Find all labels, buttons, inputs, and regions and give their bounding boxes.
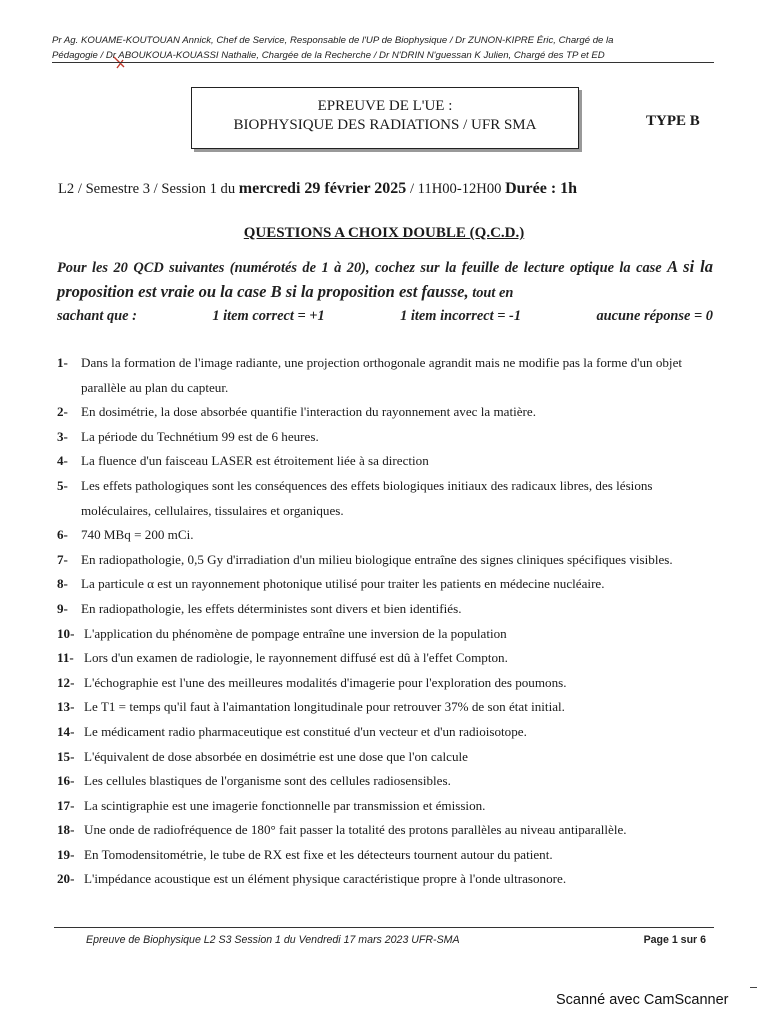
- question-item: [57, 572, 717, 597]
- question-text: La particule α est un rayonnement photonique utilisé pour traiter les patients en médecine nucléaire.: [81, 576, 605, 592]
- question-text: La fluence d'un faisceau LASER est étroitement liée à sa direction: [81, 453, 429, 469]
- question-item: [57, 671, 717, 696]
- question-item: [57, 597, 717, 622]
- instructions-part-2: A si la proposition est vraie ou la case B si la proposition est fausse,: [57, 257, 714, 301]
- question-item: [57, 818, 717, 843]
- watermark-mark: [750, 987, 757, 988]
- question-item: [57, 867, 717, 892]
- question-item: [57, 695, 717, 720]
- pen-mark-icon: [112, 55, 126, 71]
- session-duration: Durée : 1h: [505, 180, 578, 197]
- question-number: 2-: [57, 404, 68, 420]
- question-text: 740 MBq = 200 mCi.: [81, 527, 194, 543]
- question-text: Dans la formation de l'image radiante, une projection orthogonale agrandit mais ne modifie pas la forme d'un objet parallèle au plan du capteur.: [81, 355, 683, 395]
- staff-line-1: Pr Ag. KOUAME-KOUTOUAN Annick, Chef de Service, Responsable de l'UP de Biophysique / Dr ZUNON-KIPRE Éric, Chargé de la: [52, 35, 614, 46]
- question-text: La période du Technétium 99 est de 6 heures.: [81, 428, 319, 444]
- question-text: Le médicament radio pharmaceutique est constitué d'un vecteur et d'un radioisotope.: [84, 723, 527, 739]
- question-item: [57, 548, 717, 573]
- question-text: Une onde de radiofréquence de 180° fait passer la totalité des protons parallèles au niveau antiparallèle.: [84, 822, 627, 838]
- instructions-text: [57, 255, 713, 305]
- question-number: 9-: [57, 600, 68, 616]
- question-number: 13-: [57, 699, 75, 715]
- question-text: En radiopathologie, 0,5 Gy d'irradiation d'un milieu biologique entraîne des signes cliniques spécifiques visibles.: [81, 551, 673, 567]
- question-text: L'échographie est l'une des meilleures modalités d'imagerie pour l'exploration des poumons.: [84, 674, 567, 690]
- question-list: [57, 351, 717, 892]
- question-number: 3-: [57, 428, 68, 444]
- question-number: 20-: [57, 871, 75, 887]
- footer-divider: [54, 927, 714, 928]
- question-number: 14-: [57, 723, 75, 739]
- question-text: L'impédance acoustique est un élément physique caractéristique propre à l'onde ultrasonore.: [84, 871, 567, 887]
- question-item: [57, 425, 717, 450]
- question-number: 8-: [57, 576, 68, 592]
- scoring-incorrect: 1 item incorrect = -1: [400, 308, 522, 324]
- question-number: 11-: [57, 650, 74, 666]
- question-number: 10-: [57, 625, 75, 641]
- scoring-correct: 1 item correct = +1: [212, 308, 325, 324]
- question-text: Lors d'un examen de radiologie, le rayonnement diffusé est dû à l'effet Compton.: [84, 650, 508, 666]
- instructions-part-1: Pour les 20 QCD suivantes (numérotés de 1 à 20), cochez sur la feuille de lecture optique la case: [57, 260, 668, 276]
- question-item: [57, 449, 717, 474]
- page-footer: [86, 934, 706, 946]
- session-info: [58, 180, 577, 198]
- question-number: 16-: [57, 773, 75, 789]
- exam-title-box: [191, 87, 579, 149]
- question-item: [57, 474, 717, 523]
- question-text: En Tomodensitométrie, le tube de RX est fixe et les détecteurs tournent autour du patient.: [84, 846, 553, 862]
- question-text: En radiopathologie, les effets déterministes sont divers et bien identifiés.: [81, 600, 462, 616]
- header-divider: [52, 62, 714, 63]
- question-item: [57, 646, 717, 671]
- question-item: [57, 523, 717, 548]
- question-item: [57, 400, 717, 425]
- question-item: [57, 769, 717, 794]
- question-number: 7-: [57, 551, 68, 567]
- question-number: 4-: [57, 453, 68, 469]
- instructions: [57, 255, 713, 328]
- question-number: 19-: [57, 846, 75, 862]
- instructions-part-3: tout en: [468, 285, 514, 301]
- question-number: 6-: [57, 527, 68, 543]
- question-item: [57, 351, 717, 400]
- question-text: La scintigraphie est une imagerie fonctionnelle par transmission et émission.: [84, 797, 486, 813]
- session-time: / 11H00-12H00: [406, 181, 506, 197]
- question-text: Les effets pathologiques sont les conséquences des effets biologiques initiaux des radicaux libres, des lésions moléculaires, cellulaires, tissulaires et organiques.: [81, 477, 653, 518]
- exam-type-label: TYPE B: [646, 113, 700, 129]
- scoring-none: aucune réponse = 0: [596, 308, 713, 324]
- question-item: [57, 622, 717, 647]
- question-item: [57, 843, 717, 868]
- section-title: QUESTIONS A CHOIX DOUBLE (Q.C.D.): [243, 225, 525, 241]
- question-number: 1-: [57, 355, 68, 370]
- session-date: mercredi 29 février 2025: [238, 180, 407, 197]
- question-text: Les cellules blastiques de l'organisme sont des cellules radiosensibles.: [84, 773, 451, 789]
- staff-line-2: Pédagogie / Dr ABOUKOUA-KOUASSI Nathalie, Chargée de la Recherche / Dr N'DRIN N'guessan K Julien, Chargé des TP et ED: [52, 50, 605, 61]
- question-number: 18-: [57, 822, 75, 838]
- footer-text: Epreuve de Biophysique L2 S3 Session 1 du Vendredi 17 mars 2023 UFR-SMA: [86, 934, 460, 946]
- scoring-intro: sachant que :: [57, 308, 137, 324]
- question-text: L'application du phénomène de pompage entraîne une inversion de la population: [84, 625, 507, 641]
- question-text: Le T1 = temps qu'il faut à l'aimantation longitudinale pour retrouver 37% de son état initial.: [84, 699, 565, 715]
- question-text: En dosimétrie, la dose absorbée quantifie l'interaction du rayonnement avec la matière.: [81, 404, 537, 420]
- exam-title-line-2: BIOPHYSIQUE DES RADIATIONS / UFR SMA: [233, 117, 537, 133]
- question-number: 5-: [57, 477, 68, 493]
- question-number: 15-: [57, 748, 75, 764]
- session-prefix: L2 / Semestre 3 / Session 1 du: [58, 181, 239, 197]
- question-item: [57, 720, 717, 745]
- question-number: 12-: [57, 674, 75, 690]
- scoring-rules: [57, 305, 713, 328]
- scanner-watermark: Scanné avec CamScanner: [556, 992, 729, 1008]
- question-text: L'équivalent de dose absorbée en dosimétrie est une dose que l'on calcule: [84, 748, 468, 764]
- question-number: 17-: [57, 797, 75, 813]
- exam-title-line-1: EPREUVE DE L'UE :: [317, 98, 453, 114]
- staff-header: [52, 33, 712, 63]
- question-item: [57, 794, 717, 819]
- page-number: Page 1 sur 6: [643, 934, 706, 946]
- question-item: [57, 745, 717, 770]
